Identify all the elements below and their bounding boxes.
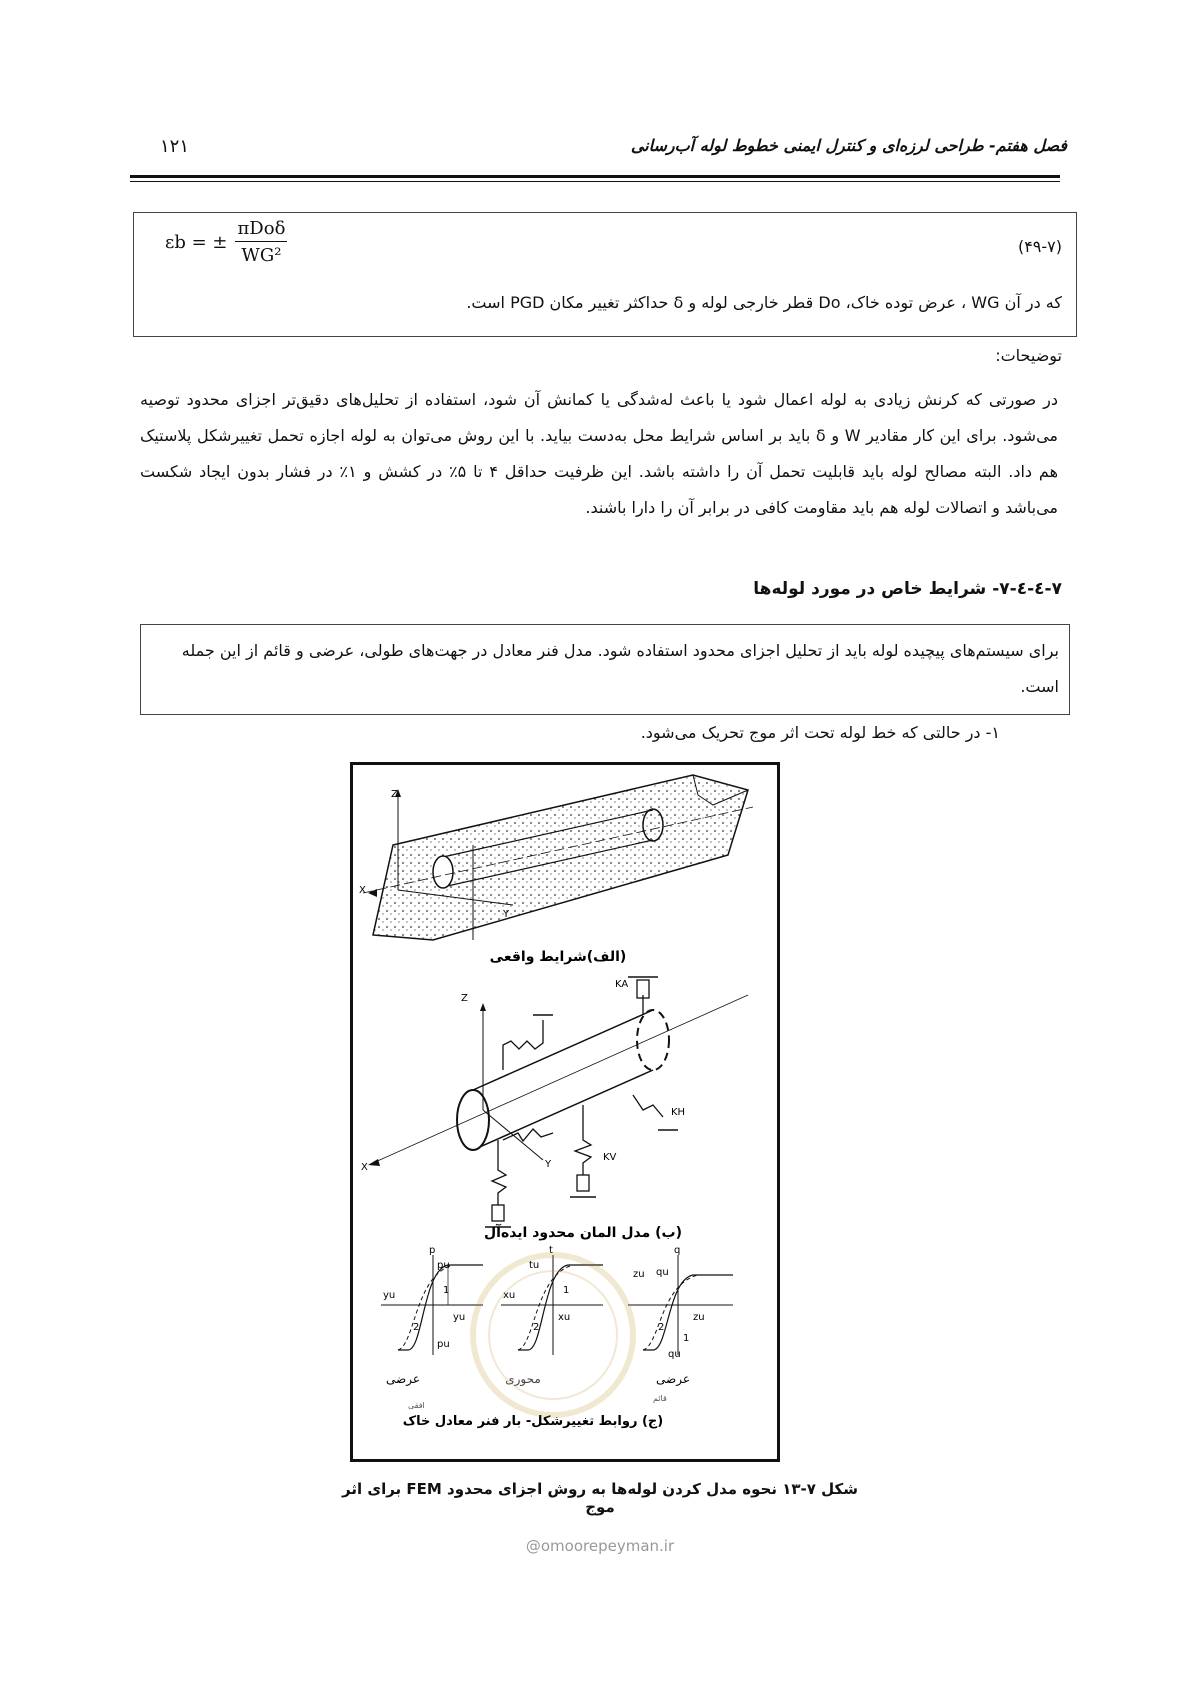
graph3-top-label: qu xyxy=(656,1267,669,1278)
formula-denominator: WG² xyxy=(241,245,282,266)
figure-label-b: (ب) مدل المان محدود ایده‌آل xyxy=(484,1225,682,1241)
graph3-n1: 1 xyxy=(683,1333,690,1344)
graph3-axis-label: q xyxy=(674,1245,681,1256)
fe-model-diagram xyxy=(361,977,748,1227)
equation-number: (۴۹-۷) xyxy=(1017,237,1062,256)
graph1-n1: 1 xyxy=(443,1285,450,1296)
figure-drawing xyxy=(353,765,777,1459)
graph2-n2: 2 xyxy=(533,1322,540,1333)
load-deformation-graph-3 xyxy=(628,1245,733,1387)
soil-block-diagram xyxy=(359,775,753,940)
list-item-1: ۱- در حالتی که خط لوله تحت اثر موج تحریک می‌شود. xyxy=(640,723,1000,742)
axis-y-label: Y xyxy=(503,909,510,920)
axis-z-label: Z xyxy=(391,789,398,800)
sub-label-horizontal: افقی xyxy=(408,1401,425,1410)
graph3-right-label: zu xyxy=(693,1312,705,1323)
figure-frame xyxy=(350,762,780,1462)
spring-ka-label: KA xyxy=(615,979,629,990)
chapter-title: فصل هفتم- طراحی لرزه‌ای و کنترل ایمنی خطوط لوله آب‌رسانی xyxy=(630,136,1067,155)
graph2-n1: 1 xyxy=(563,1285,570,1296)
formula xyxy=(165,218,287,266)
fe-axis-z-label: Z xyxy=(461,993,468,1004)
formula-numerator: πDoδ xyxy=(235,218,287,242)
graph3-n2: 2 xyxy=(658,1322,665,1333)
fe-axis-y-label: Y xyxy=(545,1159,552,1170)
spring-kv-label: KV xyxy=(603,1152,617,1163)
graph2-caption: محوری xyxy=(505,1372,541,1386)
section-boxed-text: برای سیستم‌های پیچیده لوله باید از تحلیل اجزای محدود استفاده شود. مدل فنر معادل در جهت‌های طولی، عرضی و قائم از این جمله است. xyxy=(140,624,1070,715)
section-heading: ۷-٤-٤-۷- شرایط خاص در مورد لوله‌ها xyxy=(753,579,1062,599)
graph1-n2: 2 xyxy=(413,1322,420,1333)
graph2-right-label: xu xyxy=(558,1312,571,1323)
notes-paragraph: در صورتی که کرنش زیادی به لوله اعمال شود یا باعث له‌شدگی یا کمانش آن شود، استفاده از تحلیل‌های دقیق‌تر اجزای محدود توصیه می‌شود. برای این کار مقادیر W و δ باید بر اساس شرایط محل به‌دست بیاید. با این روش می‌توان به لوله اجازه تحمل تغییرشکل پلاستیک هم داد. البته مصالح لوله باید قابلیت تحمل آن را داشته باشد. این ظرفیت حداقل ۴ تا ۵٪ در کشش و ۱٪ در فشار بدون ایجاد شکست می‌باشد و اتصالات لوله هم باید مقاومت کافی در برابر آن را دارا باشند. xyxy=(140,390,1059,517)
formula-fraction xyxy=(235,218,287,266)
graph1-left-label: yu xyxy=(383,1290,396,1301)
graph3-bottom-label: qu xyxy=(668,1349,681,1360)
notes-heading: توضیحات: xyxy=(995,346,1062,365)
graph2-top-label: tu xyxy=(529,1260,540,1271)
figure-label-c: (ج) روابط تغییرشکل- بار فنر معادل خاک xyxy=(402,1414,664,1429)
graph1-right-label: yu xyxy=(453,1312,466,1323)
graph1-caption: عرضی xyxy=(386,1372,420,1386)
website-watermark: @omoorepeyman.ir xyxy=(525,1537,675,1555)
figure-label-a: (الف)شرایط واقعی xyxy=(489,949,627,965)
axis-x-label: X xyxy=(359,885,366,896)
formula-lhs: εb = ± xyxy=(165,231,228,253)
header-rule-thin xyxy=(130,181,1060,182)
graph1-top-label: pu xyxy=(437,1260,450,1271)
header-rule xyxy=(130,175,1060,178)
formula-description: که در آن WG ، عرض توده خاک، Do قطر خارجی لوله و δ حداکثر تغییر مکان PGD است. xyxy=(466,293,1062,312)
graph3-caption: عرضی xyxy=(656,1372,690,1386)
load-deformation-graph-1 xyxy=(381,1245,483,1387)
figure-caption: شکل ۷-۱۳ نحوه مدل کردن لوله‌ها به روش اجزای محدود FEM برای اثر موج xyxy=(342,1480,858,1516)
page-number: ۱۲۱ xyxy=(160,136,190,157)
spring-kh-label: KH xyxy=(671,1107,686,1118)
graph1-axis-label: p xyxy=(429,1245,436,1256)
graph3-left-label: zu xyxy=(633,1269,645,1280)
sub-label-vertical: قائم xyxy=(653,1394,667,1403)
graph2-axis-label: t xyxy=(549,1245,553,1256)
fe-axis-x-label: X xyxy=(361,1162,368,1173)
graph1-bottom-label: pu xyxy=(437,1339,450,1350)
graph2-left-label: xu xyxy=(503,1290,516,1301)
